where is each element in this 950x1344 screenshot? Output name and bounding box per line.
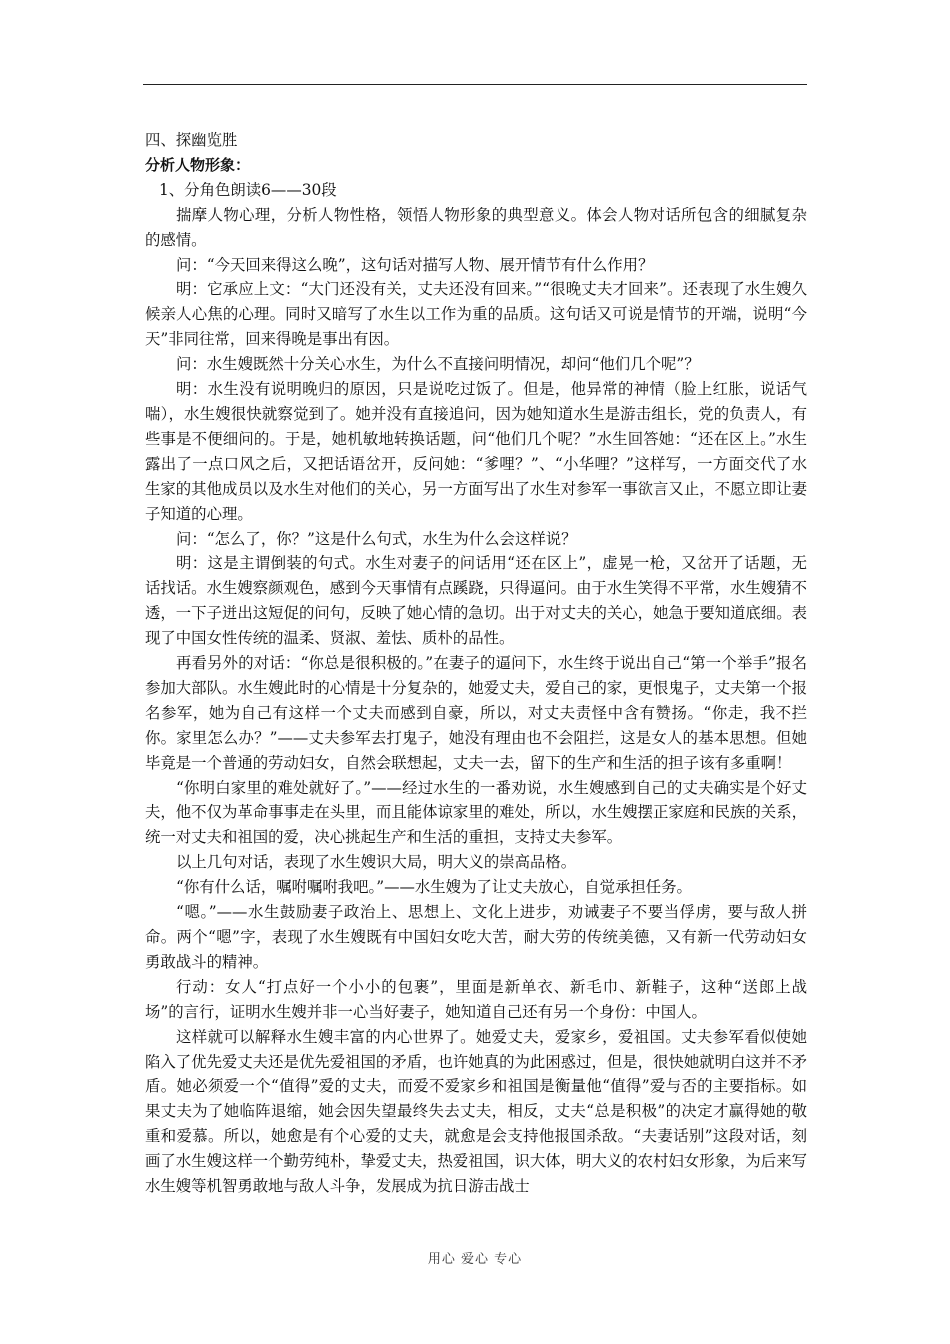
paragraph-question: 问：水生嫂既然十分关心水生，为什么不直接问明情况，却问“他们几个呢”？: [176, 355, 700, 374]
paragraph: 再看另外的对话：“你总是很积极的。”在妻子的逼问下，水生终于说出自己“第一个举手”报名参加大部队。水生嫂此时的心情是十分复杂的，她爱丈夫，爱自己的家，更恨鬼子，丈夫第一个报名参军，她为自己有这样一个丈夫而感到自豪，所以，对丈夫责怪中含有赞扬。“你走，我不拦你。家里怎么办？”——丈夫参军去打鬼子，她没有理由也不会阻拦，这是女人的基本思想。但她毕竟是一个普通的劳动妇女，自然会联想起，丈夫一去，留下的生产和生活的担子该有多重啊！: [145, 654, 807, 772]
header-rule: [143, 84, 807, 85]
section-title: 四、探幽览胜: [145, 131, 238, 149]
paragraph: 以上几句对话，表现了水生嫂识大局，明大义的崇高品格。: [176, 853, 577, 872]
paragraph-answer: 明：它承应上文：“大门还没有关，丈夫还没有回来。”“很晚丈夫才回来”。还表现了水生嫂久候亲人心焦的心理。同时又暗写了水生以工作为重的品质。这句话又可说是情节的开端，说明“今天”非同往常，回来得晚是事出有因。: [145, 280, 807, 349]
paragraph: “你明白家里的难处就好了。”——经过水生的一番劝说，水生嫂感到自己的丈夫确实是个好丈夫，他不仅为革命事事走在头里，而且能体谅家里的难处，所以，水生嫂摆正家庭和民族的关系，统一对丈夫和祖国的爱，决心挑起生产和生活的重担，支持丈夫参军。: [145, 778, 807, 847]
paragraph: “你有什么话，嘱咐嘱咐我吧。”——水生嫂为了让丈夫放心，自觉承担任务。: [176, 878, 692, 897]
paragraph: 这样就可以解释水生嫂丰富的内心世界了。她爱丈夫，爱家乡，爱祖国。丈夫参军看似使她陷入了优先爱丈夫还是优先爱祖国的矛盾，也许她真的为此困惑过，但是，很快她就明白这并不矛盾。她必须爱一个“值得”爱的丈夫，而爱不爱家乡和祖国是衡量他“值得”爱与否的主要指标。如果丈夫为了她临阵退缩，她会因失望最终失去丈夫，相反，丈夫“总是积极”的决定才赢得她的敬重和爱慕。所以，她愈是有个心爱的丈夫，就愈是会支持他报国杀敌。“夫妻话别”这段对话，刻画了水生嫂这样一个勤劳纯朴，挚爱丈夫，热爱祖国，识大体，明大义的农村妇女形象，为后来写水生嫂等机智勇敢地与敌人斗争，发展成为抗日游击战士: [145, 1027, 807, 1196]
paragraph-answer: 明：水生没有说明晚归的原因，只是说吃过饭了。但是，他异常的神情（脸上红胀，说话气喘），水生嫂很快就察觉到了。她并没有直接追问，因为她知道水生是游击组长，党的负责人，有些事是不便细问的。于是，她机敏地转换话题，问“他们几个呢？”水生回答她：“还在区上。”水生露出了一点口风之后，又把话语岔开，反问她：“爹哩？”、“小华哩？”这样写，一方面交代了水生家的其他成员以及水生对他们的关心，另一方面写出了水生对参军一事欲言又止，不愿立即让妻子知道的心理。: [145, 380, 807, 523]
paragraph-task: 1、分角色朗读6——30段: [159, 180, 337, 199]
page-footer: 用心 爱心 专心: [427, 1252, 523, 1267]
paragraph: 行动：女人“打点好一个小小的包裹”，里面是新单衣、新毛巾、新鞋子，这种“送郎上战场”的言行，证明水生嫂并非一心当好妻子，她知道自己还有另一个身份：中国人。: [145, 977, 807, 1021]
paragraph: “嗯。”——水生鼓励妻子政治上、思想上、文化上进步，劝诫妻子不要当俘虏，要与敌人拼命。两个“嗯”字，表现了水生嫂既有中国妇女吃大苦，耐大劳的传统美德，又有新一代劳动妇女勇敢战斗的精神。: [145, 903, 807, 971]
paragraph: 揣摩人物心理，分析人物性格，领悟人物形象的典型意义。体会人物对话所包含的细腻复杂的感情。: [145, 205, 807, 249]
paragraph-question: 问：“怎么了，你？”这是什么句式，水生为什么会这样说？: [176, 529, 577, 548]
document-body: [145, 128, 807, 1199]
paragraph-question: 问：“今天回来得这么晚”，这句话对描写人物、展开情节有什么作用？: [176, 255, 654, 274]
paragraph-answer: 明：这是主谓倒装的句式。水生对妻子的问话用“还在区上”，虚晃一枪，又岔开了话题，无话找话。水生嫂察颜观色，感到今天事情有点蹊跷，只得逼问。由于水生笑得不平常，水生嫂猜不透，一下子迸出这短促的问句，反映了她心情的急切。出于对丈夫的关心，她急于要知道底细。表现了中国女性传统的温柔、贤淑、羞怯、质朴的品性。: [145, 554, 807, 648]
subheading: 分析人物形象：: [145, 155, 251, 174]
